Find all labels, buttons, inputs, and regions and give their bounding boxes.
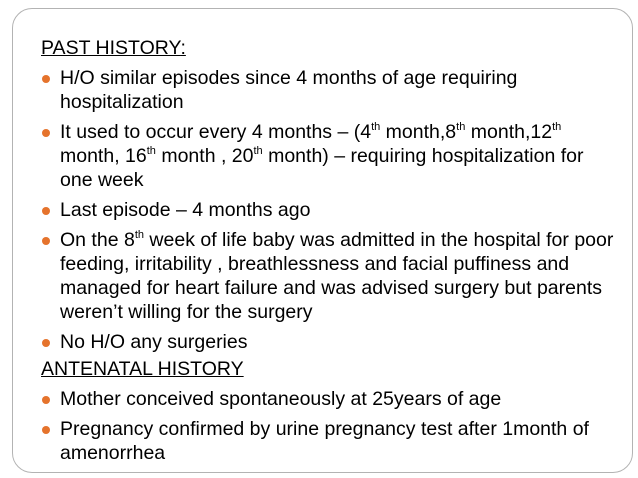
ordinal-suffix: th (552, 121, 562, 133)
slide-content (41, 33, 621, 465)
list-item (41, 66, 621, 114)
bullet-text: Mother conceived spontaneously at 25years of age (60, 388, 502, 410)
list-item (41, 387, 621, 411)
bullet-text: No H/O any surgeries (60, 331, 248, 353)
ordinal-suffix: th (253, 145, 263, 157)
list-item (41, 417, 621, 465)
bullet-text: On the 8 (60, 229, 135, 251)
list-item (41, 198, 621, 222)
ordinal-suffix: th (134, 229, 144, 241)
slide-frame (12, 8, 633, 473)
list-item (41, 228, 621, 324)
bullet-text: H/O similar episodes since 4 months of age requiring hospitalization (60, 67, 518, 113)
bullet-text: month, 16 (60, 145, 147, 167)
ordinal-suffix: th (456, 121, 466, 133)
bullet-text: month,12 (465, 121, 553, 143)
bullet-text: Last episode – 4 months ago (60, 199, 311, 221)
antenatal-history-list (41, 387, 621, 465)
bullet-text: month) – requiring hospitalization for one week (60, 145, 584, 191)
past-history-heading (41, 36, 621, 60)
past-history-heading-text: PAST HISTORY (41, 37, 181, 59)
list-item (41, 120, 621, 192)
list-item (41, 330, 621, 354)
heading-colon: : (180, 37, 186, 59)
bullet-text: week of life baby was admitted in the hospital for poor feeding, irritability , breathlessness and facial puffiness and managed for heart failure and was advised surgery but parents weren’t willing for the surgery (60, 229, 614, 323)
bullet-text: month,8 (380, 121, 457, 143)
bullet-text: month , 20 (155, 145, 254, 167)
bullet-text: It used to occur every 4 months – (4 (60, 121, 372, 143)
bullet-text: Pregnancy confirmed by urine pregnancy test after 1month of amenorrhea (60, 418, 589, 464)
ordinal-suffix: th (146, 145, 156, 157)
antenatal-history-heading: ANTENATAL HISTORY (41, 358, 244, 380)
ordinal-suffix: th (371, 121, 381, 133)
past-history-list (41, 66, 621, 354)
